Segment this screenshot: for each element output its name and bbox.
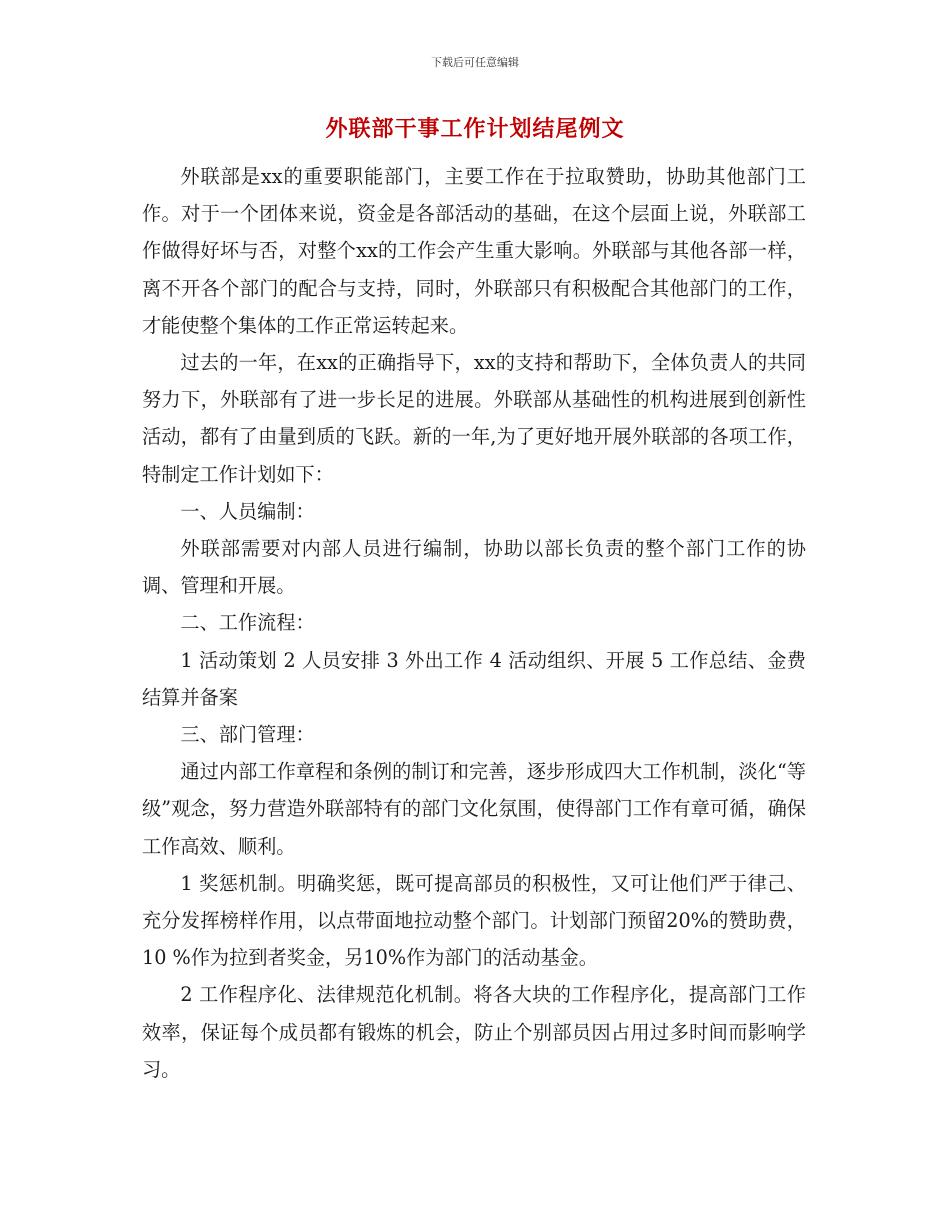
section-heading-staffing: 一、人员编制：: [180, 499, 315, 523]
paragraph-procedure-mechanism: 2 工作程序化、法律规范化机制。将各大块的工作程序化，提高部门工作效率，保证每个成员都有锻炼的机会，防止个别部员因占用过多时间而影响学习。: [142, 983, 806, 1081]
document-title: 外联部干事工作计划结尾例文: [325, 116, 625, 142]
section-heading-workflow: 二、工作流程：: [180, 611, 315, 635]
paragraph-past-year: 过去的一年，在xx的正确指导下，xx的支持和帮助下，全体负责人的共同努力下，外联部有了进一步长足的进展。外联部从基础性的机构进展到创新性活动，都有了由量到质的飞跃。新的一年,为了更好地开展外联部的各项工作，特制定工作计划如下：: [142, 351, 806, 486]
paragraph-intro: 外联部是xx的重要职能部门，主要工作在于拉取赞助，协助其他部门工作。对于一个团体来说，资金是各部活动的基础，在这个层面上说，外联部工作做得好坏与否，对整个xx的工作会产生重大影响。外联部与其他各部一样，离不开各个部门的配合与支持，同时，外联部只有积极配合其他部门的工作，才能使整个集体的工作正常运转起来。: [142, 165, 806, 337]
paragraph-reward-mechanism: 1 奖惩机制。明确奖惩，既可提高部员的积极性，又可让他们严于律己、充分发挥榜样作用，以点带面地拉动整个部门。计划部门预留20%的赞助费，10 %作为拉到者奖金，另10%作为部门的活动基金。: [142, 871, 806, 970]
page-header-note: 下载后可任意编辑: [431, 56, 519, 69]
section-heading-management: 三、部门管理：: [180, 723, 315, 747]
document-body: [142, 158, 806, 1088]
paragraph-staffing: 外联部需要对内部人员进行编制，协助以部长负责的整个部门工作的协调、管理和开展。: [142, 537, 806, 598]
paragraph-management: 通过内部工作章程和条例的制订和完善，逐步形成四大工作机制，淡化“等级”观念，努力营造外联部特有的部门文化氛围，使得部门工作有章可循，确保工作高效、顺利。: [142, 760, 806, 858]
paragraph-workflow: 1 活动策划 2 人员安排 3 外出工作 4 活动组织、开展 5 工作总结、金费结算并备案: [142, 648, 806, 709]
